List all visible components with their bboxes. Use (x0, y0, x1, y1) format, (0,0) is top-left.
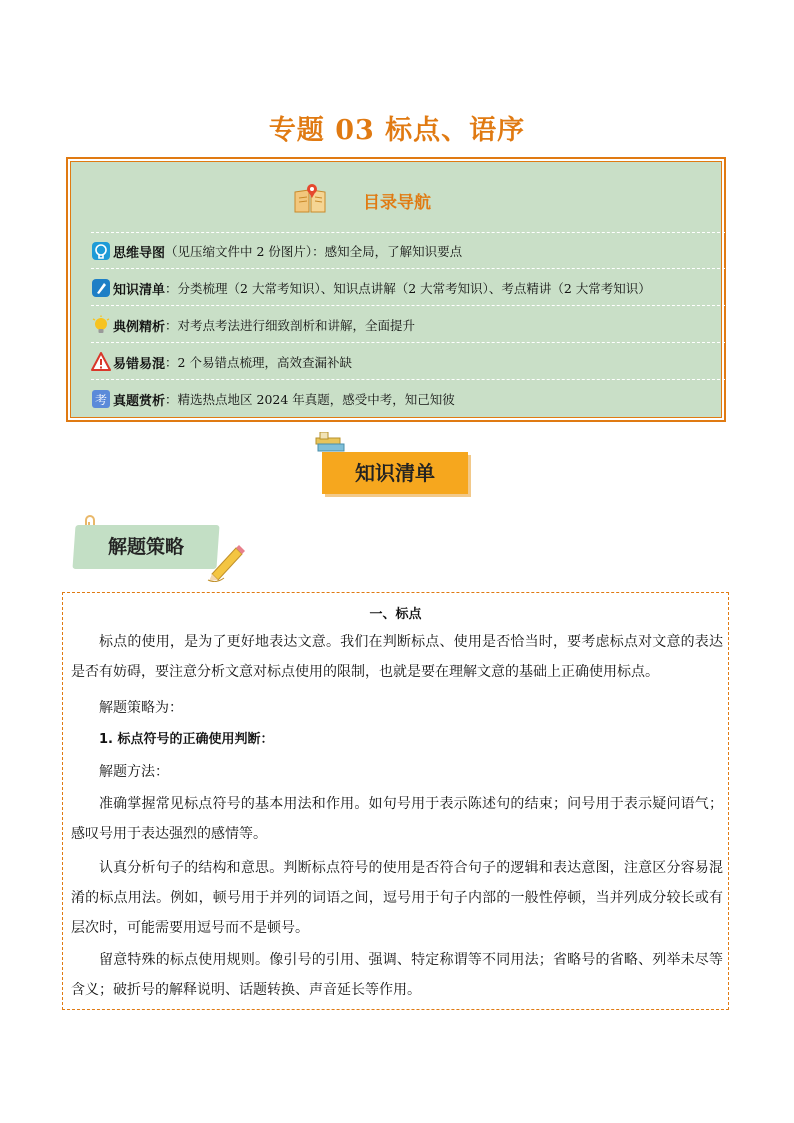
toc-item-key: 易错易混 (113, 356, 166, 372)
paragraph: 解题方法： (99, 764, 169, 780)
strategy-label-text: 解题策略 (107, 536, 184, 558)
toc-item-key: 思维导图 (113, 245, 166, 261)
section-label-knowledge (322, 452, 468, 494)
exam-icon (91, 389, 111, 409)
toc-item-key: 真题赏析 (113, 393, 166, 409)
paragraph: 解题策略为： (99, 700, 183, 716)
divider (91, 379, 725, 380)
toc-item-knowledge (91, 275, 725, 301)
pencil-icon (206, 540, 248, 582)
pen-icon (91, 278, 111, 298)
toc-heading: 目录导航 (363, 193, 431, 213)
section-label-text: 知识清单 (355, 461, 435, 485)
subheading: 1. 标点符号的正确使用判断： (99, 732, 274, 747)
warning-icon (91, 352, 111, 372)
divider (91, 305, 725, 306)
lightbulb-icon (91, 315, 111, 335)
exam-icon-char: 考 (94, 393, 108, 407)
content-box (62, 592, 729, 1010)
paragraph: 留意特殊的标点使用规则。像引号的引用、强调、特定称谓等不同用法；省略号的省略、列举未尽等含义；破折号的解释说明、话题转换、声音延长等作用。 (71, 952, 723, 998)
toc-item-key: 知识清单 (113, 282, 166, 298)
divider (91, 342, 725, 343)
toc-panel (66, 157, 726, 422)
paragraph: 标点的使用，是为了更好地表达文意。我们在判断标点、使用是否恰当时，要考虑标点对文意的表达是否有妨碍，要注意分析文意对标点使用的限制，也就是要在理解文意的基础上正确使用标点。 (71, 634, 723, 680)
paragraph: 认真分析句子的结构和意思。判断标点符号的使用是否符合句子的逻辑和表达意图，注意区分容易混淆的标点用法。例如，顿号用于并列的词语之间，逗号用于句子内部的一般性停顿，当并列成分较长或有层次时，可能需要用逗号而不是顿号。 (71, 860, 723, 936)
toc-item-desc: ：对考点考法进行细致剖析和讲解，全面提升 (165, 318, 416, 333)
toc-item-exam (91, 386, 725, 412)
toc-item-mistakes (91, 349, 725, 375)
page-title: 专题 03 标点、语序 (268, 115, 526, 146)
toc-item-desc: （见压缩文件中 2 份图片）：感知全局，了解知识要点 (165, 244, 463, 259)
toc-item-desc: ：分类梳理（2 大常考知识）、知识点讲解（2 大常考知识）、考点精讲（2 大常考知识） (165, 281, 651, 296)
toc-header (71, 182, 721, 214)
toc-item-examples (91, 312, 725, 338)
toc-item-mindmap (91, 238, 725, 264)
divider (91, 232, 725, 233)
brain-icon (91, 241, 111, 261)
toc-item-desc: ：2 个易错点梳理，高效查漏补缺 (165, 355, 352, 370)
toc-item-desc: ：精选热点地区 2024 年真题，感受中考，知己知彼 (165, 392, 455, 407)
toc-item-key: 典例精析 (113, 319, 166, 335)
content-heading: 一、标点 (369, 607, 422, 622)
books-icon (314, 432, 348, 458)
map-book-icon (293, 182, 329, 214)
strategy-label (72, 525, 219, 569)
paragraph: 准确掌握常见标点符号的基本用法和作用。如句号用于表示陈述句的结束；问号用于表示疑问语气；感叹号用于表达强烈的感情等。 (71, 796, 723, 842)
divider (91, 268, 725, 269)
toc-panel-inner (70, 161, 722, 418)
